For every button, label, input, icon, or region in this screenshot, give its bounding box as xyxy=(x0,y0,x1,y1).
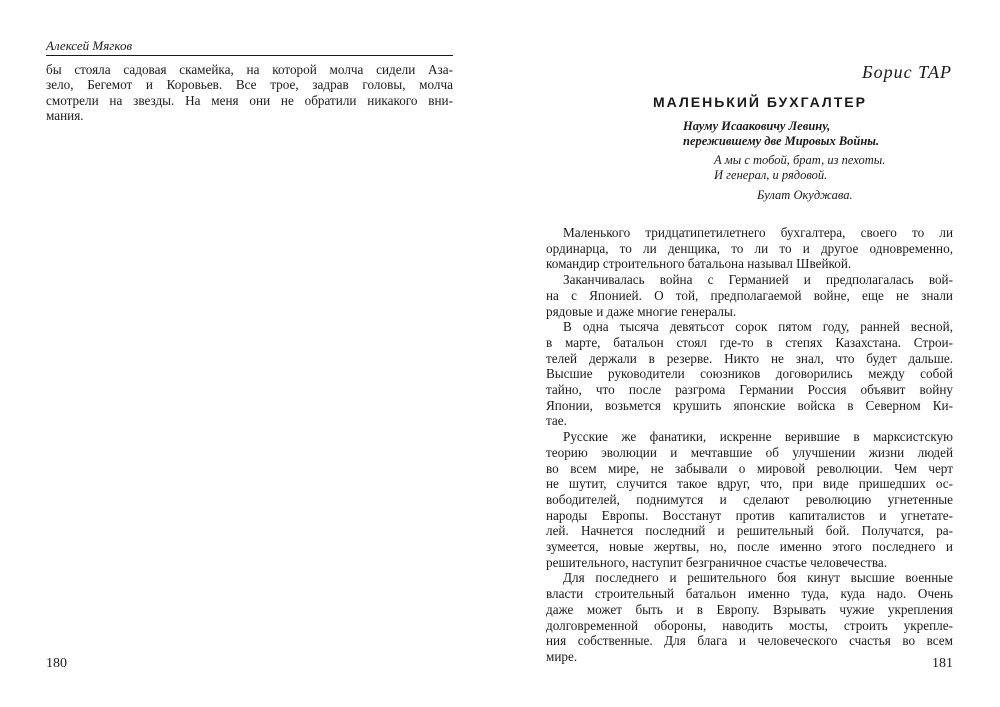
text-line: В одна тысяча девятьсот сорок пятом году, ранней весной, xyxy=(563,319,953,335)
paragraph xyxy=(546,319,953,429)
paragraph xyxy=(546,429,953,570)
text-line: народы Европы. Восстанут против капиталистов и угнетате- xyxy=(546,507,953,523)
text-line: Заканчивалась война с Германией и предполагалась вой- xyxy=(563,272,953,288)
header-rule xyxy=(46,55,453,56)
running-head: Алексей Мягков xyxy=(46,38,133,53)
epigraph xyxy=(714,153,954,183)
paragraph xyxy=(546,570,953,664)
text-line: власти строительный батальон именно туда, куда надо. Очень xyxy=(546,586,953,602)
dedication-line: Науму Исааковичу Левину, xyxy=(683,119,831,133)
text-line: зело, Бегемот и Коровьев. Все трое, задрав головы, молча xyxy=(46,77,453,93)
text-line: даже может быть и в Европу. Взрывать чужие укрепления xyxy=(546,601,953,617)
text-line: зумеется, новые жертвы, но, после именно этого последнего и xyxy=(546,539,953,555)
text-line: Русские же фанатики, искренне верившие в марксистскую xyxy=(563,429,953,445)
text-line: рядовые и даже многие генералы. xyxy=(546,303,737,319)
text-line: в марте, батальон стоял где-то в степях Казахстана. Строи- xyxy=(546,334,953,350)
text-line: во всем мире, не забывали о мировой революции. Чем черт xyxy=(546,460,953,476)
text-line: долговременной обороны, наводить мосты, строить укрепле- xyxy=(546,617,953,633)
text-line: ния собственные. Для блага и человеческого счастья во всем xyxy=(546,633,953,649)
text-line: мания. xyxy=(46,108,84,124)
dedication-line: пережившему две Мировых Войны. xyxy=(683,134,880,148)
text-line: на с Японией. О той, предполагаемой войне, еще не знали xyxy=(546,287,953,303)
text-line: командир строительного батальона называл Швейкой. xyxy=(546,256,852,272)
dedication xyxy=(683,119,943,149)
text-line: Маленького тридцатипетилетнего бухгалтера, своего то ли xyxy=(563,225,953,240)
paragraph xyxy=(546,272,953,319)
story-title: МАЛЕНЬКИЙ БУХГАЛТЕР xyxy=(653,94,867,110)
text-line: Японии, возьмется крушить японские войска в Северном Ки- xyxy=(546,397,953,413)
text-line: мире. xyxy=(546,648,578,664)
text-line: телей держали в резерве. Никто не знал, что будет дальше. xyxy=(546,350,953,366)
text-line: Для последнего и решительного боя кинут высшие военные xyxy=(563,570,953,586)
page-number: 181 xyxy=(932,656,953,671)
left-body-text xyxy=(46,62,453,124)
epigraph-author: Булат Окуджава. xyxy=(757,188,853,202)
text-line: Высшие руководители союзников договорились между собой xyxy=(546,366,953,382)
text-line: смотрели на звезды. На меня они не обратили никакого вни- xyxy=(46,92,453,108)
text-line: лей. Начнется последний и решительный бой. Получатся, ра- xyxy=(546,523,953,539)
page-number: 180 xyxy=(46,656,67,671)
text-line: решительного, наступит безграничное счастье человечества. xyxy=(546,554,888,570)
epigraph-line: И генерал, и рядовой. xyxy=(714,168,828,182)
text-line: тае. xyxy=(546,413,567,429)
text-line: вободителей, поднимутся и сделают революцию угнетенные xyxy=(546,491,953,507)
right-page xyxy=(500,0,1000,707)
text-line: ординарца, то ли денщика, то ли то и другое одновременно, xyxy=(546,240,953,256)
text-line: бы стояла садовая скамейка, на которой молча сидели Аза- xyxy=(46,62,453,77)
story-author: Борис ТАР xyxy=(862,62,952,82)
text-line: не шутит, случится такое вдруг, что, при виде пришедших ос- xyxy=(546,476,953,492)
epigraph-line: А мы с тобой, брат, из пехоты. xyxy=(714,153,886,167)
right-body-text xyxy=(546,225,953,665)
paragraph xyxy=(546,225,953,272)
text-line: тайно, что после разгрома Германии Россия объявит войну xyxy=(546,382,953,398)
text-line: теорию эволюции и мечтавшие об улучшении жизни людей xyxy=(546,444,953,460)
